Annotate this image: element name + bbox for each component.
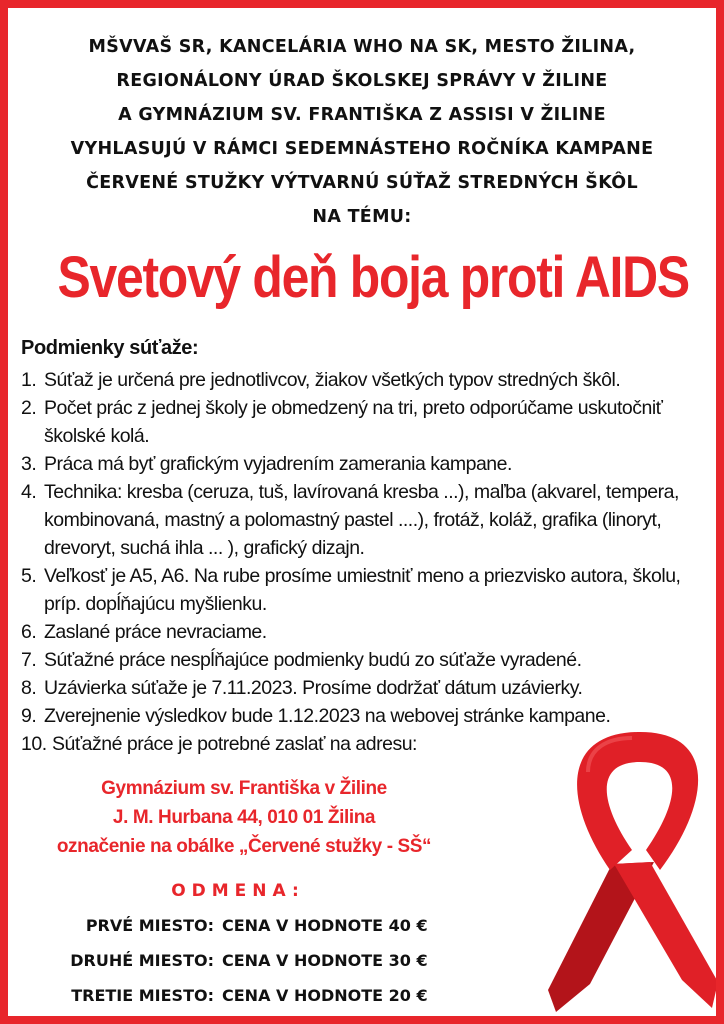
prize-row bbox=[28, 943, 468, 978]
condition-item bbox=[21, 450, 701, 478]
conditions-heading: Podmienky súťaže: bbox=[21, 337, 199, 359]
condition-item bbox=[21, 674, 701, 702]
organizers-header bbox=[8, 30, 716, 234]
header-line: A GYMNÁZIUM SV. FRANTIŠKA Z ASSISI V ŽILINE bbox=[118, 105, 606, 125]
prize-place: TRETIE MIESTO: bbox=[71, 986, 214, 1005]
condition-text: Práca má byť grafickým vyjadrením zamerania kampane. bbox=[44, 453, 512, 475]
prizes-heading: ODMENA: bbox=[171, 881, 305, 901]
condition-text: Veľkosť je A5, A6. Na rube prosíme umiestniť meno a priezvisko autora, školu, príp. dopĺňajúcu myšlienku. bbox=[44, 565, 681, 615]
condition-number: 2. bbox=[21, 397, 37, 419]
condition-text: Zverejnenie výsledkov bude 1.12.2023 na webovej stránke kampane. bbox=[44, 705, 611, 727]
condition-number: 5. bbox=[21, 565, 37, 587]
condition-number: 8. bbox=[21, 677, 37, 699]
condition-number: 1. bbox=[21, 369, 37, 391]
condition-text: Súťaž je určená pre jednotlivcov, žiakov všetkých typov stredných škôl. bbox=[44, 369, 621, 391]
condition-number: 4. bbox=[21, 481, 37, 503]
prize-value: CENA V HODNOTE 20 € bbox=[222, 986, 428, 1005]
conditions-list bbox=[21, 366, 701, 758]
prize-row bbox=[28, 908, 468, 943]
condition-number: 6. bbox=[21, 621, 37, 643]
condition-text: Uzávierka súťaže je 7.11.2023. Prosíme dodržať dátum uzávierky. bbox=[44, 677, 583, 699]
prize-place: PRVÉ MIESTO: bbox=[85, 916, 214, 935]
header-line: MŠVVAŠ SR, KANCELÁRIA WHO NA SK, MESTO ŽILINA, bbox=[88, 37, 636, 57]
condition-number: 10. bbox=[21, 733, 47, 755]
condition-item bbox=[21, 562, 701, 618]
red-ribbon-icon bbox=[542, 712, 718, 1012]
address-street: J. M. Hurbana 44, 010 01 Žilina bbox=[112, 807, 376, 828]
prizes-list bbox=[28, 908, 468, 1013]
condition-text: Zaslané práce nevraciame. bbox=[44, 621, 267, 643]
poster-title: Svetový deň boja proti AIDS bbox=[57, 245, 689, 310]
condition-text: Súťažné práce je potrebné zaslať na adresu: bbox=[52, 733, 417, 755]
condition-number: 7. bbox=[21, 649, 37, 671]
condition-text: Technika: kresba (ceruza, tuš, lavírovaná kresba ...), maľba (akvarel, tempera, kombinovaná, mastný a polomastný pastel ....), frotáž, koláž, grafika (linoryt, drevoryt, suchá ihla ... ), grafický dizajn. bbox=[44, 481, 679, 559]
condition-text: Súťažné práce nespĺňajúce podmienky budú zo súťaže vyradené. bbox=[44, 649, 582, 671]
condition-item bbox=[21, 618, 701, 646]
prize-row bbox=[28, 978, 468, 1013]
header-line: REGIONÁLONY ÚRAD ŠKOLSKEJ SPRÁVY V ŽILINE bbox=[116, 71, 608, 91]
condition-item bbox=[21, 366, 701, 394]
header-line: ČERVENÉ STUŽKY VÝTVARNÚ SÚŤAŽ STREDNÝCH ŠKÔL bbox=[86, 173, 638, 193]
address-school: Gymnázium sv. Františka v Žiline bbox=[101, 778, 387, 799]
condition-text: Počet prác z jednej školy je obmedzený na tri, preto odporúčame uskutočniť školské kolá. bbox=[44, 397, 663, 447]
condition-item bbox=[21, 394, 701, 450]
header-line: VYHLASUJÚ V RÁMCI SEDEMNÁSTEHO ROČNÍKA KAMPANE bbox=[70, 139, 654, 159]
mailing-address bbox=[34, 774, 454, 861]
condition-item bbox=[21, 478, 701, 562]
condition-item bbox=[21, 646, 701, 674]
header-line: NA TÉMU: bbox=[312, 207, 412, 227]
prize-value: CENA V HODNOTE 40 € bbox=[222, 916, 428, 935]
ribbon-right-tail bbox=[614, 862, 718, 1008]
prize-place: DRUHÉ MIESTO: bbox=[70, 951, 214, 970]
condition-number: 9. bbox=[21, 705, 37, 727]
condition-number: 3. bbox=[21, 453, 37, 475]
address-envelope-label: označenie na obálke „Červené stužky - SŠ“ bbox=[56, 836, 432, 857]
prize-value: CENA V HODNOTE 30 € bbox=[222, 951, 428, 970]
